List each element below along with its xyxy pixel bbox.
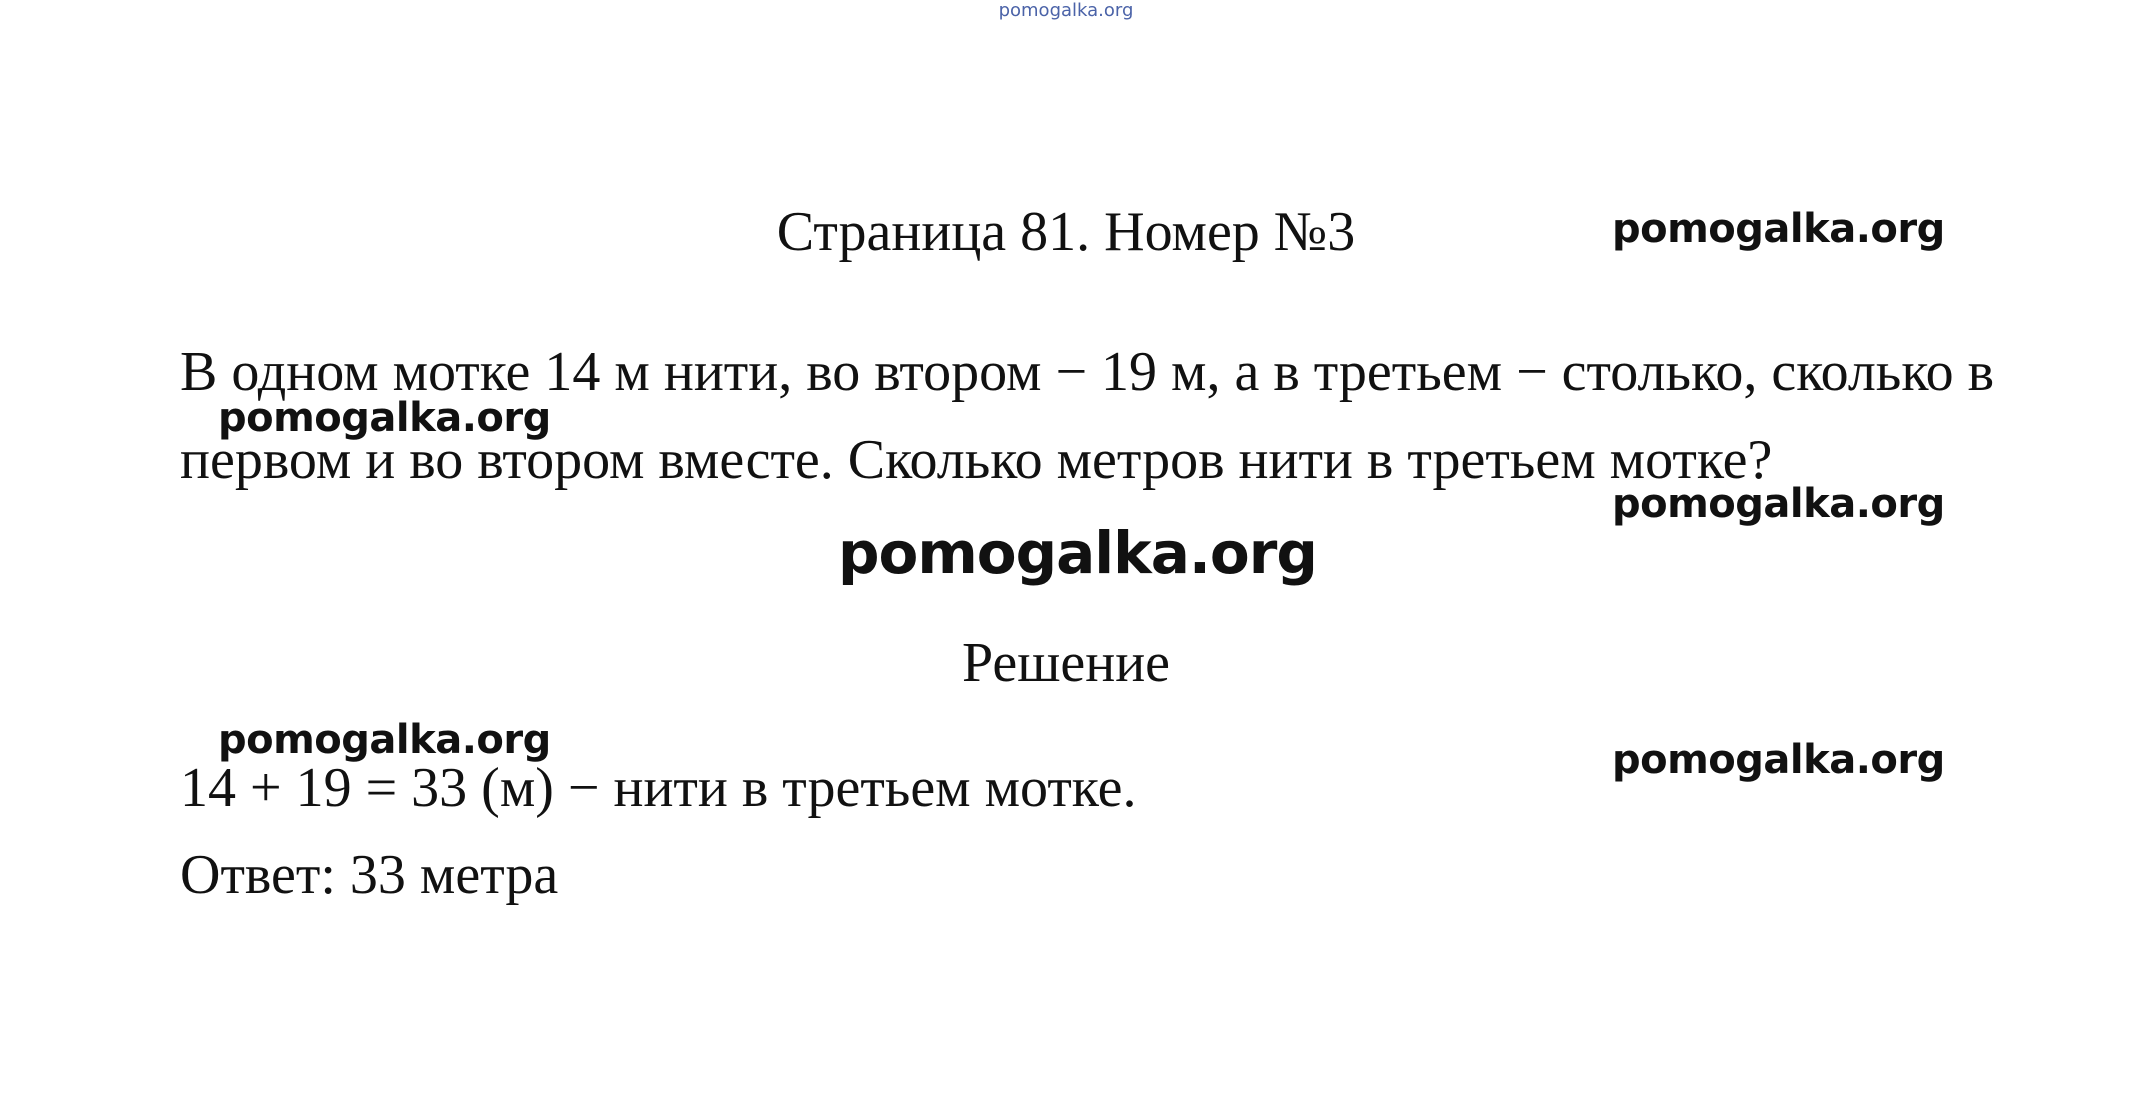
watermark-left-lower: pomogalka.org <box>218 717 551 763</box>
solution-heading: Решение <box>961 632 1171 694</box>
watermark-top-right: pomogalka.org <box>1612 206 1945 252</box>
watermark-center: pomogalka.org <box>838 519 1317 587</box>
problem-text: В одном мотке 14 м нити, во втором − 19 м, а в третьем − столько, сколько в первом и во втором вместе. Сколько метров нити в третьем мотке? <box>180 341 1995 491</box>
watermark-right-lower: pomogalka.org <box>1612 737 1945 783</box>
site-link-top[interactable]: pomogalka.org <box>998 0 1134 21</box>
watermark-left-upper: pomogalka.org <box>218 395 551 441</box>
solution-line: 14 + 19 = 33 (м) − нити в третьем мотке. <box>180 757 1137 819</box>
watermark-right-middle: pomogalka.org <box>1612 481 1945 527</box>
answer-line: Ответ: 33 метра <box>180 844 559 906</box>
page-title: Страница 81. Номер №3 <box>776 201 1356 263</box>
